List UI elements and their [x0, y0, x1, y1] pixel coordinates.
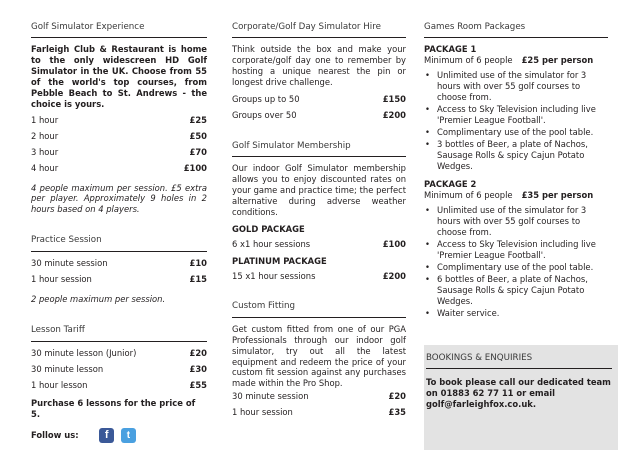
- price-value: £100: [183, 162, 207, 173]
- price-value: £200: [382, 109, 406, 120]
- fitting-heading: Custom Fitting: [232, 301, 406, 317]
- practice-note: 2 people maximum per session.: [31, 294, 166, 305]
- list-item: • Waiter service.: [424, 308, 608, 319]
- price-label: 30 minute session: [232, 391, 309, 402]
- list-item: • Access to Sky Television including live 'Premier League Football'.: [424, 104, 608, 126]
- bookings-box: [424, 345, 618, 450]
- list-item: • 3 bottles of Beer, a plate of Nachos, Sausage Rolls & spicy Cajun Potato Wedges.: [424, 139, 608, 172]
- price-row: [232, 94, 406, 105]
- membership-heading: Golf Simulator Membership: [232, 141, 406, 157]
- price-row: [31, 131, 207, 142]
- membership-intro: Our indoor Golf Simulator membership allows you to enjoy discounted rates on your game and practice time; the perfect alternative during adverse weather conditions.: [232, 163, 406, 217]
- price-value: £50: [189, 130, 207, 141]
- package1-price: £25 per person: [521, 55, 594, 66]
- corporate-heading: Corporate/Golf Day Simulator Hire: [232, 22, 406, 38]
- package1-list: [424, 70, 608, 171]
- games-room-heading: Games Room Packages: [424, 22, 608, 38]
- price-row: [31, 348, 207, 359]
- price-value: £15: [189, 273, 207, 284]
- list-item: • Access to Sky Television including live 'Premier League Football'.: [424, 239, 608, 261]
- package2-price: £35 per person: [521, 190, 594, 201]
- price-row: [31, 380, 207, 391]
- price-row: [232, 110, 406, 121]
- column-middle: [232, 22, 406, 423]
- price-label: 30 minute lesson (Junior): [31, 347, 137, 358]
- price-row: [31, 364, 207, 375]
- price-label: 1 hour: [31, 114, 59, 125]
- column-right: [424, 22, 608, 320]
- list-item: • Complimentary use of the pool table.: [424, 262, 608, 273]
- price-row: [232, 391, 406, 402]
- price-row: [31, 163, 207, 174]
- list-item: • Unlimited use of the simulator for 3 hours with over 55 golf courses to choose from.: [424, 205, 608, 238]
- price-value: £30: [189, 363, 207, 374]
- bookings-heading: BOOKINGS & ENQUIRIES: [426, 353, 612, 369]
- price-row: [232, 239, 406, 250]
- column-left: [31, 22, 207, 443]
- price-label: Groups over 50: [232, 109, 297, 120]
- price-row: [232, 407, 406, 418]
- facebook-icon[interactable]: f: [99, 428, 114, 443]
- package2-min-text: Minimum of 6 people: [424, 190, 513, 201]
- price-value: £10: [189, 257, 207, 268]
- price-label: 4 hour: [31, 162, 59, 173]
- list-item: • 6 bottles of Beer, a plate of Nachos, Sausage Rolls & spicy Cajun Potato Wedges.: [424, 274, 608, 307]
- lesson-offer: Purchase 6 lessons for the price of 5.: [31, 398, 196, 420]
- fitting-intro: Get custom fitted from one of our PGA Professionals through our indoor golf simulator, try out all the latest equipment and redeem the price of your custom fit session against any purchases made within the Pro Shop.: [232, 323, 406, 389]
- platinum-package-title: PLATINUM PACKAGE: [232, 255, 327, 266]
- package2-minimum: [424, 190, 608, 201]
- gold-package-title: GOLD PACKAGE: [232, 223, 305, 234]
- lesson-heading: Lesson Tariff: [31, 325, 207, 341]
- price-label: 3 hour: [31, 146, 59, 157]
- experience-heading: Golf Simulator Experience: [31, 22, 207, 38]
- price-label: 30 minute lesson: [31, 363, 104, 374]
- price-value: £25: [189, 114, 207, 125]
- price-value: £20: [189, 347, 207, 358]
- price-value: £20: [388, 391, 406, 402]
- package2-title: PACKAGE 2: [424, 179, 477, 190]
- price-row: [31, 115, 207, 126]
- list-item: • Complimentary use of the pool table.: [424, 127, 608, 138]
- price-row: [232, 271, 406, 282]
- price-value: £70: [189, 146, 207, 157]
- price-value: £55: [189, 379, 207, 390]
- package2-list: [424, 205, 608, 318]
- price-row: [31, 274, 207, 285]
- price-row: [31, 147, 207, 158]
- follow-us-label: Follow us:: [31, 430, 79, 441]
- price-row: [31, 258, 207, 269]
- package1-minimum: [424, 55, 608, 66]
- twitter-icon[interactable]: t: [121, 428, 136, 443]
- price-label: 6 x1 hour sessions: [232, 238, 311, 249]
- experience-note: 4 people maximum per session. £5 extra per player. Approximately 9 holes in 2 hours based on 4 players.: [31, 182, 207, 215]
- price-value: £100: [382, 238, 406, 249]
- experience-intro: Farleigh Club & Restaurant is home to the only widescreen HD Golf Simulator in the UK. Choose from 55 of the world's top courses, from Pebble Beach to St. Andrews - the choice is yours.: [31, 44, 207, 109]
- price-label: 2 hour: [31, 130, 59, 141]
- price-value: £200: [382, 270, 406, 281]
- experience-price-list: [31, 115, 207, 174]
- package1-min-text: Minimum of 6 people: [424, 55, 513, 66]
- follow-us: [31, 428, 207, 443]
- price-label: 1 hour lesson: [31, 379, 88, 390]
- price-value: £150: [382, 94, 406, 104]
- bookings-text: To book please call our dedicated team on 01883 62 77 11 or email golf@farleighfox.co.uk.: [426, 377, 611, 410]
- practice-heading: Practice Session: [31, 235, 207, 251]
- price-label: 15 x1 hour sessions: [232, 270, 316, 281]
- price-label: 1 hour session: [232, 407, 293, 418]
- list-item: • Unlimited use of the simulator for 3 hours with over 55 golf courses to choose from.: [424, 70, 608, 103]
- price-value: £35: [388, 407, 406, 418]
- package1-title: PACKAGE 1: [424, 44, 477, 55]
- corporate-intro: Think outside the box and make your corporate/golf day one to remember by hosting a unique nearest the pin or longest drive challenge.: [232, 44, 406, 88]
- price-label: Groups up to 50: [232, 94, 300, 104]
- price-label: 30 minute session: [31, 257, 108, 268]
- price-label: 1 hour session: [31, 273, 92, 284]
